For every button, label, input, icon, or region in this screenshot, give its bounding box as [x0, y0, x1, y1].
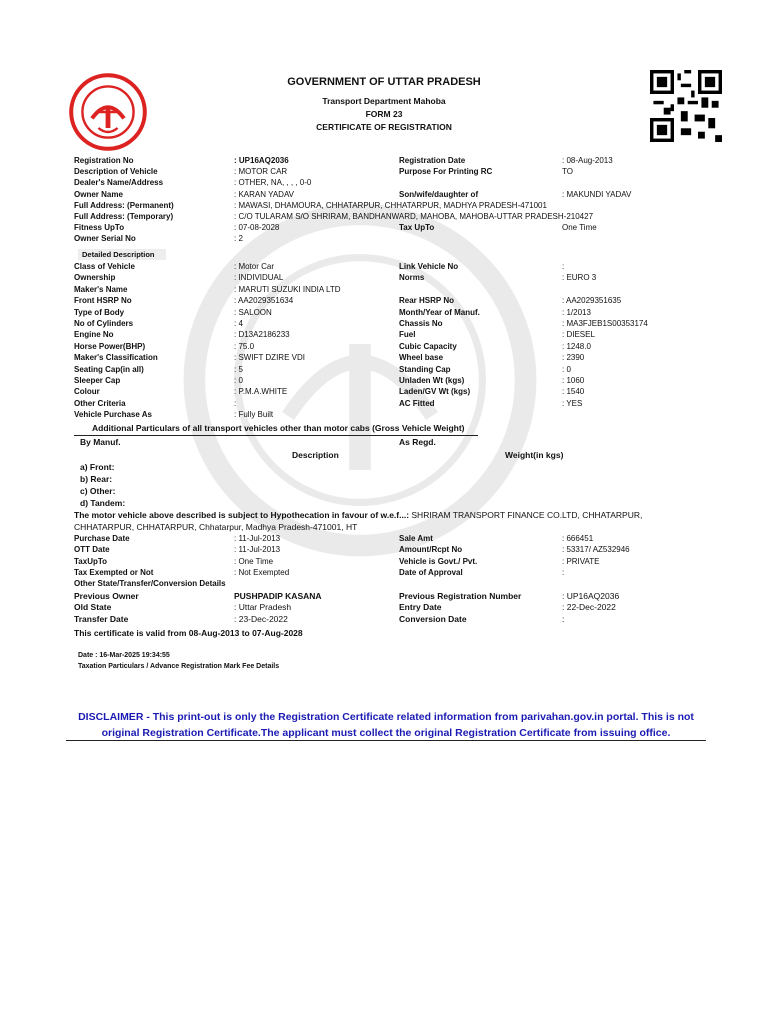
field-row: [74, 285, 684, 296]
field-label: Entry Date: [399, 602, 442, 613]
field-row: [74, 223, 684, 234]
field-value: : 0: [234, 376, 243, 385]
field-value: : 08-Aug-2013: [562, 156, 613, 165]
field-label: Transfer Date: [74, 613, 129, 624]
field-value: :: [234, 398, 237, 408]
field-label: Chassis No: [399, 319, 443, 328]
field-row: [74, 201, 684, 212]
field-label: TaxUpTo: [74, 556, 108, 566]
disclaimer-line-2: original Registration Certificate.The applicant must collect the original Registration Certificate from issuing office.: [101, 727, 671, 739]
field-row: [74, 568, 684, 579]
department-name: Transport Department Mahoba: [322, 96, 446, 106]
field-value: : D13A2186233: [234, 330, 290, 340]
field-value: : DIESEL: [562, 330, 595, 340]
field-value: One Time: [562, 223, 597, 233]
validity-text: This certificate is valid from 08-Aug-2013 to 07-Aug-2028: [74, 628, 303, 638]
field-label: Other Criteria: [74, 398, 126, 408]
field-label: Ownership: [74, 273, 116, 283]
field-value: : One Time: [234, 556, 274, 566]
field-label: Amount/Rcpt No: [399, 545, 463, 555]
field-row: [74, 319, 684, 330]
field-label: Unladen Wt (kgs): [399, 376, 465, 385]
as-regd-label: As Regd.: [399, 437, 436, 447]
field-label: Dealer's Name/Address: [74, 178, 164, 188]
field-value: : 07-08-2028: [234, 223, 280, 233]
field-label: Engine No: [74, 330, 114, 340]
front-axle-label: a) Front:: [80, 462, 115, 472]
by-manuf-label: By Manuf.: [80, 437, 121, 447]
field-value: : KARAN YADAV: [234, 189, 295, 199]
field-label: Registration No: [74, 156, 134, 165]
field-label: Son/wife/daughter of: [399, 189, 479, 199]
field-value: : MA3FJEB1S00353174: [562, 319, 648, 328]
detailed-description-label: Detailed Description: [78, 249, 166, 260]
field-value: : 1540: [562, 387, 585, 397]
field-value: : MAWASI, DHAMOURA, CHHATARPUR, CHHATARPUR, MADHYA PRADESH-471001: [234, 200, 547, 210]
field-row: [74, 365, 684, 376]
field-row: [74, 534, 684, 545]
field-value: : 11-Jul-2013: [234, 545, 281, 555]
hypothecation-value: SHRIRAM TRANSPORT FINANCE CO.LTD, CHHATARPUR,: [409, 510, 643, 520]
field-value: : INDIVIDUAL: [234, 273, 284, 283]
field-value: :: [562, 613, 565, 624]
field-value: : MOTOR CAR: [234, 167, 288, 177]
field-row: [74, 308, 684, 319]
description-label: Description: [292, 450, 339, 460]
field-label: Fitness UpTo: [74, 223, 125, 233]
field-label: Previous Owner: [74, 591, 139, 601]
field-label: OTT Date: [74, 545, 110, 555]
hypothecation-address: CHHATARPUR, CHHATARPUR, Chhatarpur, Madhya Pradesh-471001, HT: [74, 522, 358, 532]
field-label: Owner Name: [74, 189, 123, 199]
field-row: [74, 273, 684, 284]
divider: [74, 435, 478, 436]
field-label: No of Cylinders: [74, 319, 134, 328]
field-label: AC Fitted: [399, 398, 435, 408]
field-value: : 11-Jul-2013: [234, 534, 281, 543]
other-state-label: Other State/Transfer/Conversion Details: [74, 579, 226, 588]
field-label: Horse Power(BHP): [74, 341, 146, 351]
field-value: : UP16AQ2036: [562, 591, 620, 601]
tandem-axle-label: d) Tandem:: [80, 498, 126, 508]
hypothecation-line: [74, 510, 642, 520]
field-row: [74, 330, 684, 341]
field-value: : UP16AQ2036: [234, 156, 289, 165]
field-value: : MAKUNDI YADAV: [562, 189, 632, 199]
field-value: : Uttar Pradesh: [234, 602, 292, 613]
field-value: : AA2029351634: [234, 296, 294, 306]
taxation-label: Taxation Particulars / Advance Registration Mark Fee Details: [78, 663, 280, 670]
field-value: PUSHPADIP KASANA: [234, 591, 322, 601]
field-label: Conversion Date: [399, 613, 467, 624]
field-value: : Fully Built: [234, 410, 274, 420]
field-label: Link Vehicle No: [399, 262, 459, 271]
field-value: : Motor Car: [234, 262, 275, 271]
disclaimer-line-1: DISCLAIMER - This print-out is only the Registration Certificate related information from parivahan.gov.in portal. This is not: [78, 711, 694, 723]
field-row: [74, 178, 684, 189]
field-value: : PRIVATE: [562, 556, 600, 566]
field-row: [74, 262, 684, 273]
field-label: Wheel base: [399, 353, 444, 363]
weight-label: Weight(in kgs): [505, 450, 564, 460]
field-label: Tax Exempted or Not: [74, 568, 154, 578]
field-value: : Not Exempted: [234, 568, 290, 578]
field-value: : 2: [234, 234, 243, 244]
field-row: [74, 296, 684, 307]
field-label: Colour: [74, 387, 100, 397]
field-label: Maker's Name: [74, 284, 128, 294]
field-value: : SWIFT DZIRE VDI: [234, 353, 305, 363]
field-label: Owner Serial No: [74, 234, 136, 244]
field-value: : 1060: [562, 376, 585, 385]
field-value: : 53317/ AZ532946: [562, 545, 630, 555]
field-value: : 0: [562, 364, 571, 374]
field-row: [74, 410, 684, 421]
other-axle-label: c) Other:: [80, 486, 116, 496]
field-row: [74, 212, 684, 223]
rear-axle-label: b) Rear:: [80, 474, 113, 484]
field-value: :: [562, 568, 565, 578]
field-label: Norms: [399, 273, 425, 283]
field-value: : MARUTI SUZUKI INDIA LTD: [234, 284, 341, 294]
field-value: : P.M.A.WHITE: [234, 387, 288, 397]
field-label: Front HSRP No: [74, 296, 132, 306]
field-row: [74, 614, 684, 625]
field-row: [74, 602, 684, 613]
field-value: : 22-Dec-2022: [562, 602, 616, 613]
certificate-title: CERTIFICATE OF REGISTRATION: [316, 122, 452, 132]
field-label: Full Address: (Temporary): [74, 212, 174, 221]
field-row: [74, 399, 684, 410]
government-title: GOVERNMENT OF UTTAR PRADESH: [287, 76, 481, 88]
field-row: [74, 167, 684, 178]
additional-particulars-title: Additional Particulars of all transport vehicles other than motor cabs (Gross Vehicle Weight): [92, 423, 465, 433]
field-label: Purpose For Printing RC: [399, 167, 493, 177]
field-label: Sale Amt: [399, 534, 433, 543]
field-row: [74, 156, 684, 167]
hypothecation-label: The motor vehicle above described is subject to Hypothecation in favour of w.e.f...:: [74, 510, 410, 520]
field-label: Fuel: [399, 330, 416, 340]
field-label: Old State: [74, 602, 112, 613]
field-row: [74, 234, 684, 245]
field-label: Tax UpTo: [399, 223, 435, 233]
field-label: Description of Vehicle: [74, 167, 158, 177]
field-label: Registration Date: [399, 156, 466, 165]
field-value: : 75.0: [234, 341, 255, 351]
field-row: [74, 353, 684, 364]
field-row: [74, 591, 684, 602]
field-row: [74, 387, 684, 398]
field-row: [74, 342, 684, 353]
field-label: Rear HSRP No: [399, 296, 454, 306]
field-row: [74, 545, 684, 556]
field-label: Sleeper Cap: [74, 376, 121, 385]
field-label: Vehicle Purchase As: [74, 410, 152, 420]
print-date: Date : 16-Mar-2025 19:34:55: [78, 652, 170, 659]
field-value: : AA2029351635: [562, 296, 622, 306]
field-label: Class of Vehicle: [74, 262, 135, 271]
field-label: Maker's Classification: [74, 353, 158, 363]
field-label: Previous Registration Number: [399, 591, 522, 601]
field-value: TO: [562, 167, 573, 177]
field-value: : 1/2013: [562, 307, 591, 317]
field-value: : 666451: [562, 534, 594, 543]
field-value: : EURO 3: [562, 273, 597, 283]
field-value: :: [562, 262, 565, 271]
field-value: : YES: [562, 398, 583, 408]
field-label: Full Address: (Permanent): [74, 200, 174, 210]
field-value: : 2390: [562, 353, 585, 363]
field-label: Type of Body: [74, 307, 125, 317]
field-label: Date of Approval: [399, 568, 463, 578]
field-label: Standing Cap: [399, 364, 451, 374]
field-value: : C/O TULARAM S/O SHRIRAM, BANDHANWARD, MAHOBA, MAHOBA-UTTAR PRADESH-210427: [234, 212, 594, 221]
field-value: : OTHER, NA, , , , 0-0: [234, 178, 312, 188]
field-row: [74, 557, 684, 568]
field-value: : 1248.0: [562, 341, 591, 351]
field-label: Laden/GV Wt (kgs): [399, 387, 471, 397]
field-label: Month/Year of Manuf.: [399, 307, 480, 317]
field-row: [74, 190, 684, 201]
field-value: : SALOON: [234, 307, 272, 317]
field-row: [74, 376, 684, 387]
disclaimer-underline: [66, 740, 706, 741]
field-label: Purchase Date: [74, 534, 130, 543]
field-label: Seating Cap(in all): [74, 364, 144, 374]
field-label: Cubic Capacity: [399, 341, 457, 351]
field-value: : 23-Dec-2022: [234, 613, 288, 624]
field-label: Vehicle is Govt./ Pvt.: [399, 556, 478, 566]
form-number: FORM 23: [365, 109, 403, 119]
field-value: : 5: [234, 364, 243, 374]
field-value: : 4: [234, 319, 243, 328]
